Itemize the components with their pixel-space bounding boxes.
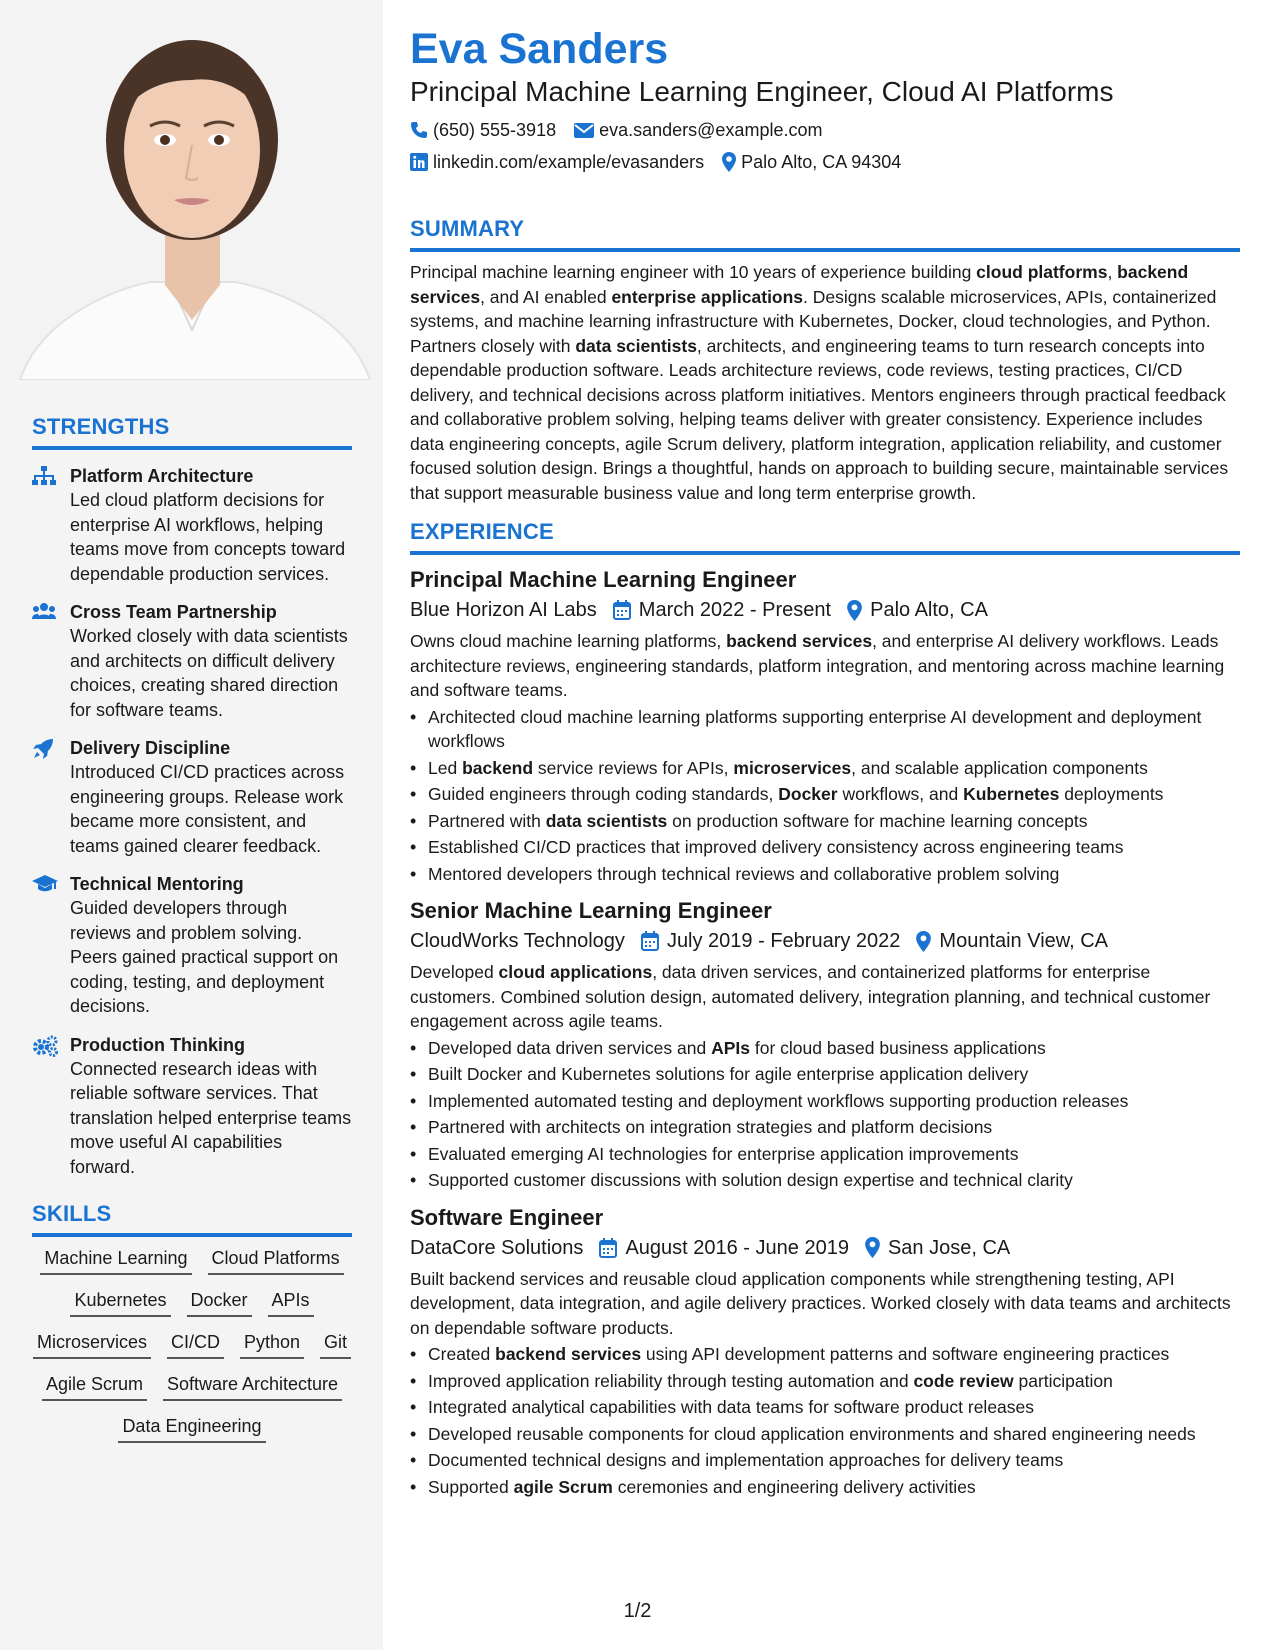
skill-tag: Python [240, 1329, 304, 1359]
page-number: 1/2 [623, 1600, 652, 1622]
strength-title: Delivery Discipline [70, 738, 231, 758]
company-name: DataCore Solutions [410, 1236, 584, 1259]
job-bullets [428, 1342, 1240, 1499]
email-contact[interactable] [574, 118, 822, 142]
linkedin-icon [410, 153, 428, 171]
bullet-item: • Supported agile Scrum ceremonies and engineering delivery activities [428, 1475, 1240, 1500]
job-dates [599, 1233, 849, 1263]
strength-text: Led cloud platform decisions for enterprise AI workflows, helping teams move from concepts toward dependable production services. [70, 490, 346, 584]
strength-text: Guided developers through reviews and problem solving. Peers gained practical support on coding, testing, and deployment decisions. [70, 898, 339, 1016]
phone-icon [410, 121, 428, 139]
skill-tag: Kubernetes [70, 1287, 170, 1317]
strength-text: Worked closely with data scientists and architects on difficult delivery choices, creating shared direction for software teams. [70, 626, 348, 720]
bullet-item: • Partnered with data scientists on production software for machine learning concepts [428, 809, 1240, 834]
job-meta [410, 926, 1240, 956]
job-dates-text: August 2016 - June 2019 [625, 1236, 849, 1259]
skill-tag: Cloud Platforms [208, 1245, 344, 1275]
strength-title: Cross Team Partnership [70, 602, 277, 622]
rocket-icon [32, 736, 70, 858]
gears-icon [32, 1033, 70, 1180]
skill-tag: Agile Scrum [42, 1371, 147, 1401]
bullet-item: • Implemented automated testing and deployment workflows supporting production releases [428, 1089, 1240, 1114]
bullet-item: • Documented technical designs and implementation approaches for delivery teams [428, 1448, 1240, 1473]
location-contact [722, 150, 901, 174]
strength-item [32, 872, 352, 1019]
contact-row [410, 118, 1240, 142]
job-entry [410, 565, 1240, 886]
bullet-item: • Partnered with architects on integration strategies and platform decisions [428, 1115, 1240, 1140]
skills-list [32, 1237, 352, 1443]
map-pin-icon [847, 600, 862, 621]
job-title: Senior Machine Learning Engineer [410, 898, 772, 923]
skill-tag: Git [320, 1329, 351, 1359]
strength-title: Technical Mentoring [70, 874, 244, 894]
job-dates [641, 926, 900, 956]
skills-heading: SKILLS [32, 1201, 352, 1237]
experience-heading: EXPERIENCE [410, 519, 1240, 555]
skill-tag: CI/CD [167, 1329, 224, 1359]
map-pin-icon [865, 1237, 880, 1258]
strength-title: Platform Architecture [70, 466, 254, 486]
job-location [916, 926, 1108, 956]
email-text: eva.sanders@example.com [599, 120, 823, 140]
bullet-item: • Created backend services using API development patterns and software engineering practices [428, 1342, 1240, 1367]
job-entry [410, 896, 1240, 1193]
linkedin-text: linkedin.com/example/evasanders [433, 152, 705, 172]
bullet-item: • Developed data driven services and APIs for cloud based business applications [428, 1036, 1240, 1061]
skill-tag: Microservices [33, 1329, 151, 1359]
strength-text: Introduced CI/CD practices across engineering groups. Release work became more consistent, and teams gained clearer feedback. [70, 762, 345, 856]
strength-item [32, 464, 352, 586]
skill-tag: Data Engineering [118, 1413, 265, 1443]
phone-contact [410, 118, 556, 142]
main-content [410, 0, 1240, 1499]
company-name: CloudWorks Technology [410, 930, 625, 952]
company-name: Blue Horizon AI Labs [410, 599, 597, 621]
strengths-heading: STRENGTHS [32, 414, 352, 450]
location-text: Palo Alto, CA 94304 [741, 152, 902, 172]
skill-tag: APIs [268, 1287, 314, 1317]
job-title: Principal Machine Learning Engineer [410, 567, 797, 592]
strength-item [32, 736, 352, 858]
bullet-item: • Built Docker and Kubernetes solutions for agile enterprise application delivery [428, 1062, 1240, 1087]
phone-text: (650) 555-3918 [433, 120, 557, 140]
job-location-text: San Jose, CA [887, 1236, 1011, 1259]
job-entry [410, 1203, 1240, 1500]
graduation-cap-icon [32, 872, 70, 1019]
bullet-item: • Integrated analytical capabilities with data teams for software product releases [428, 1395, 1240, 1420]
bullet-item: • Guided engineers through coding standards, Docker workflows, and Kubernetes deployments [428, 782, 1240, 807]
person-name: Eva Sanders [410, 25, 669, 73]
job-dates-text: March 2022 - Present [638, 599, 832, 621]
job-bullets [428, 1036, 1240, 1193]
linkedin-contact[interactable] [410, 150, 704, 174]
profile-photo [0, 0, 383, 380]
skill-tag: Software Architecture [163, 1371, 342, 1401]
job-meta [410, 595, 1240, 625]
skill-tag: Machine Learning [40, 1245, 191, 1275]
bullet-item: • Established CI/CD practices that improved delivery consistency across engineering teams [428, 835, 1240, 860]
calendar-icon [599, 1238, 617, 1258]
calendar-icon [641, 931, 659, 951]
job-description: Developed cloud applications, data driven services, and containerized platforms for enterprise customers. Combined solution design, automated delivery, integration planning, and technical customer engagement across agile teams. [410, 962, 1211, 1031]
job-dates-text: July 2019 - February 2022 [666, 930, 901, 952]
bullet-item: • Improved application reliability through testing automation and code review participation [428, 1369, 1240, 1394]
strength-title: Production Thinking [70, 1034, 245, 1055]
strength-item [32, 600, 352, 722]
job-dates [613, 595, 831, 625]
job-meta [410, 1233, 1240, 1263]
bullet-item: • Supported customer discussions with solution design expertise and technical clarity [428, 1168, 1240, 1193]
bullet-item: • Developed reusable components for cloud application environments and shared engineering needs [428, 1422, 1240, 1447]
job-location-text: Mountain View, CA [939, 930, 1109, 952]
experience-list [410, 565, 1240, 1499]
job-location [847, 595, 988, 625]
users-icon [32, 600, 70, 722]
sidebar [0, 0, 383, 1650]
bullet-item: • Architected cloud machine learning platforms supporting enterprise AI development and deployment workflows [428, 705, 1240, 754]
calendar-icon [613, 600, 631, 620]
job-description: Owns cloud machine learning platforms, backend services, and enterprise AI delivery workflows. Leads architecture reviews, engineering standards, platform integration, and mentoring across machine learning and software teams. [410, 631, 1225, 700]
job-title: Software Engineer [410, 1204, 604, 1230]
job-location-text: Palo Alto, CA [870, 599, 988, 621]
bullet-item: • Led backend service reviews for APIs, microservices, and scalable application components [428, 756, 1240, 781]
job-bullets [428, 705, 1240, 887]
job-description: Built backend services and reusable cloud application components while strengthening testing, API development, data integration, and agile delivery practices. Worked closely with data teams and architects on dependable software products. [410, 1268, 1231, 1338]
envelope-icon [574, 123, 594, 138]
summary-text: Principal machine learning engineer with 10 years of experience building cloud platforms, backend services, and AI enabled enterprise applications. Designs scalable microservices, APIs, containerized systems, and machine learning infrastructure with Kubernetes, Docker, cloud technologies, and Python. Partners closely with data scientists, architects, and engineering teams to turn research concepts into dependable production software. Leads architecture reviews, code reviews, testing practices, CI/CD delivery, and technical decisions across platform initiatives. Mentors engineers through practical feedback and collaborative problem solving, helping teams deliver with greater consistency. Experience includes data engineering concepts, agile Scrum delivery, platform integration, application reliability, and customer focused solution design. Brings a thoughtful, hands on approach to building secure, maintainable services that support measurable business value and long term enterprise growth. [410, 262, 1229, 503]
strength-text: Connected research ideas with reliable software services. That translation helped enterprise teams move useful AI capabilities forward. [70, 1058, 352, 1177]
map-pin-icon [916, 931, 931, 952]
person-title: Principal Machine Learning Engineer, Cloud AI Platforms [410, 76, 1114, 107]
map-pin-icon [722, 152, 736, 172]
strength-item [32, 1033, 352, 1180]
bullet-item: • Evaluated emerging AI technologies for enterprise application improvements [428, 1142, 1240, 1167]
contact-row [410, 150, 1240, 174]
sitemap-icon [32, 464, 70, 586]
job-location [865, 1233, 1010, 1263]
bullet-item: • Mentored developers through technical reviews and collaborative problem solving [428, 862, 1240, 887]
summary-heading: SUMMARY [410, 216, 1240, 252]
skill-tag: Docker [187, 1287, 252, 1317]
